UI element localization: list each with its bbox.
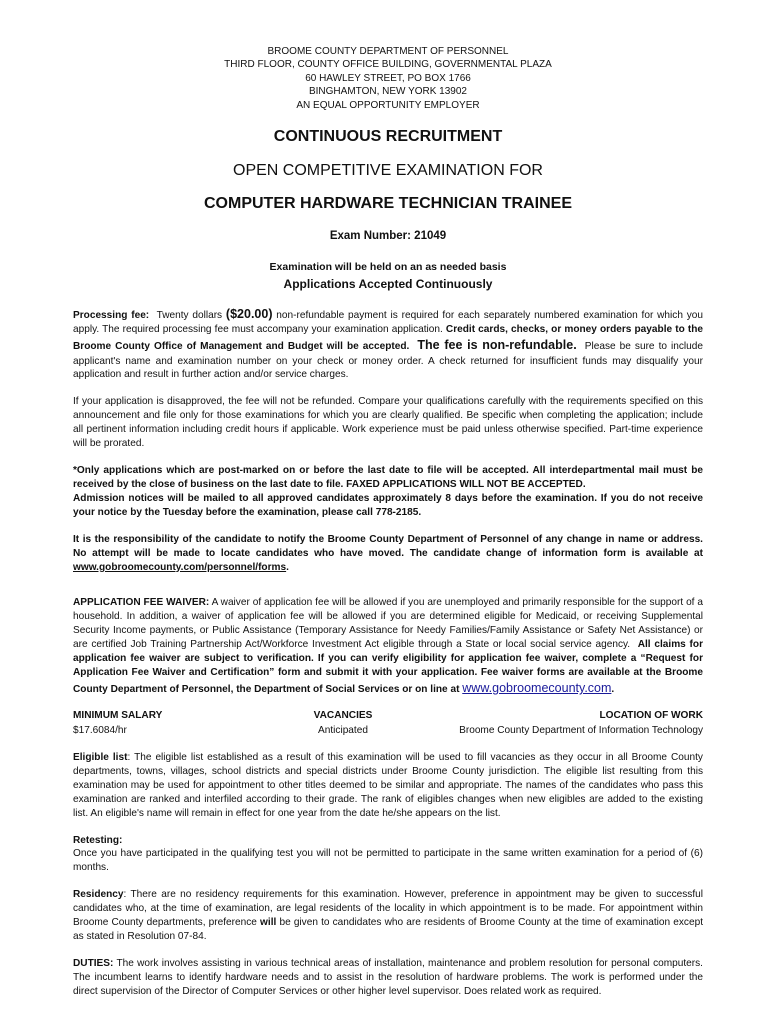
duties-text: The work involves assisting in various technical areas of installation, maintenance and problem resolution for personal computers. The incumbent learns to identify hardware needs and to assist in the resolution of hardware problems. The work is performed under the direct supervision of the Director of Computer Services or other higher level supervisor. Does related work as required.: [73, 957, 703, 997]
duties-paragraph: [73, 957, 703, 999]
minimum-salary-column: [73, 709, 253, 738]
retesting-label: Retesting:: [73, 834, 123, 846]
recruitment-title: CONTINUOUS RECRUITMENT: [273, 127, 503, 145]
exam-number: Exam Number: 21049: [329, 230, 447, 243]
location-value: Broome County Department of Information Technology: [459, 724, 703, 736]
location-column: [433, 709, 703, 738]
residency-text-1: : There are no residency requirements for this examination. However, preference in appointment may be given to successful candidates who, at the time of examination, are legal residents of the locality in which appointment is to be made. For appointment within Broome County departments, preference: [73, 889, 703, 929]
forms-link[interactable]: www.gobroomecounty.com/personnel/forms: [73, 561, 287, 573]
responsibility-paragraph: [73, 533, 703, 575]
waiver-label: APPLICATION FEE WAIVER:: [73, 597, 210, 609]
residency-paragraph: [73, 888, 703, 944]
fee-label: Processing fee:: [73, 310, 150, 322]
minimum-salary-label: MINIMUM SALARY: [73, 710, 163, 722]
applications-note: Applications Accepted Continuously: [283, 276, 493, 291]
header-line-3: 60 HAWLEY STREET, PO BOX 1766: [305, 72, 471, 84]
waiver-text: A waiver of application fee will be allowed if you are unemployed and primarily responsible for the support of a household. In addition, a waiver of application fee will be allowed if you are determined eligible for Medicaid, or receiving Supplemental Security Income payments, or Public Assistance (Temporary Assistance for Needy Families/Family Assistance or Safety Net Assistance) or are certified Job Training Partnership Act/Workforce Investment Act eligible through a State or local social service agency.: [73, 597, 703, 651]
fee-waiver-paragraph: [73, 596, 703, 697]
header-line-4: BINGHAMTON, NEW YORK 13902: [308, 86, 467, 98]
residency-label: Residency: [73, 889, 124, 901]
agency-header: [73, 45, 703, 112]
county-website-link[interactable]: www.gobroomecounty.com: [462, 681, 612, 696]
responsibility-text: It is the responsibility of the candidate to notify the Broome County Department of Personnel of any change in name or address. No attempt will be made to locate candidates who have moved. The candidate change of information form is available at: [73, 533, 703, 559]
location-label: LOCATION OF WORK: [599, 710, 703, 722]
exam-schedule-note: Examination will be held on an as needed basis: [269, 261, 507, 274]
minimum-salary-value: $17.6084/hr: [73, 724, 127, 736]
fee-payment-note: Credit cards, checks, or money orders payable to the Broome County Office of Management and Budget will be accepted.: [73, 324, 703, 353]
responsibility-end: .: [286, 561, 289, 573]
header-line-2: THIRD FLOOR, COUNTY OFFICE BUILDING, GOVERNMENTAL PLAZA: [224, 59, 552, 71]
disapproved-paragraph: If your application is disapproved, the fee will not be refunded. Compare your qualifications carefully with the requirements specified on this announcement and file only for those examinations for which you are clearly qualified. Be specific when completing the application; include all pertinent information including credit hours if applicable. Work experience must be paid unless otherwise specified. Part-time experience will be prorated.: [73, 396, 703, 450]
header-line-5: AN EQUAL OPPORTUNITY EMPLOYER: [296, 99, 480, 111]
postmark-note: *Only applications which are post-marked on or before the last date to file will be accepted. All interdepartmental mail must be received by the close of business on the last date to file. FAXED APPLICATIONS WILL NOT BE ACCEPTED.: [73, 465, 703, 490]
residency-text-2: be given to candidates who are residents of Broome County at the time of examination except as stated in Resolution 07-84.: [73, 917, 703, 943]
retesting-text: Once you have participated in the qualifying test you will not be permitted to participate in the same written examination for a period of (6) months.: [73, 848, 703, 874]
document-page: [73, 45, 703, 999]
waiver-end: .: [611, 684, 615, 696]
fee-text-3: Please be sure to include applicant's name and examination number on your check or money order. A check returned for insufficient funds may disqualify your application and result in further action and/or service charges.: [73, 341, 704, 381]
duties-label: DUTIES:: [73, 957, 114, 969]
vacancies-label: VACANCIES: [313, 710, 373, 722]
notice-paragraph: [73, 464, 703, 520]
vacancies-column: [253, 709, 433, 738]
fee-text-2: non-refundable payment is required for each separately numbered examination for which you apply. The required processing fee must accompany your examination application.: [73, 310, 704, 336]
eligible-text: : The eligible list established as a result of this examination will be used to fill vacancies as they occur in all Broome County departments, towns, villages, school districts and special districts under Broome County jurisdiction. The eligible list resulting from this examination may be used for appointment to other titles deemed to be similar and appropriate. The names of the candidates who pass this examination are ranked and interfiled according to their grade. The rank of eligibles changes when new eligibles are added to the existing list. An eligible's name will remain in effect for one year from the date he/she appears on the list.: [73, 751, 703, 819]
admission-note: Admission notices will be mailed to all approved candidates approximately 8 days before the examination. If you do not receive your notice by the Tuesday before the examination, please call 778-2185.: [73, 492, 703, 518]
eligible-list-paragraph: [73, 751, 703, 821]
eligible-label: Eligible list: [73, 751, 128, 763]
retesting-paragraph: [73, 834, 703, 876]
salary-vacancy-location-row: [73, 709, 703, 738]
header-line-1: BROOME COUNTY DEPARTMENT OF PERSONNEL: [267, 46, 509, 57]
residency-will: will: [260, 917, 277, 929]
waiver-claims-note: All claims for application fee waiver are subject to verification. If you can verify eligibility for application fee waiver, complete a “Request for Application Fee Waiver and Certification” form and submit it with your application. Fee waiver forms are available at the Broome County Department of Personnel, the Department of Social Services or on line at: [73, 639, 704, 696]
processing-fee-paragraph: [73, 306, 703, 382]
fee-amount: ($20.00): [225, 307, 273, 322]
vacancies-value: Anticipated: [318, 724, 368, 736]
exam-type-title: OPEN COMPETITIVE EXAMINATION FOR: [233, 162, 543, 180]
position-title: COMPUTER HARDWARE TECHNICIAN TRAINEE: [204, 195, 572, 213]
fee-nonrefundable: The fee is non-refundable.: [417, 338, 577, 353]
fee-text-1: Twenty dollars: [156, 310, 223, 322]
